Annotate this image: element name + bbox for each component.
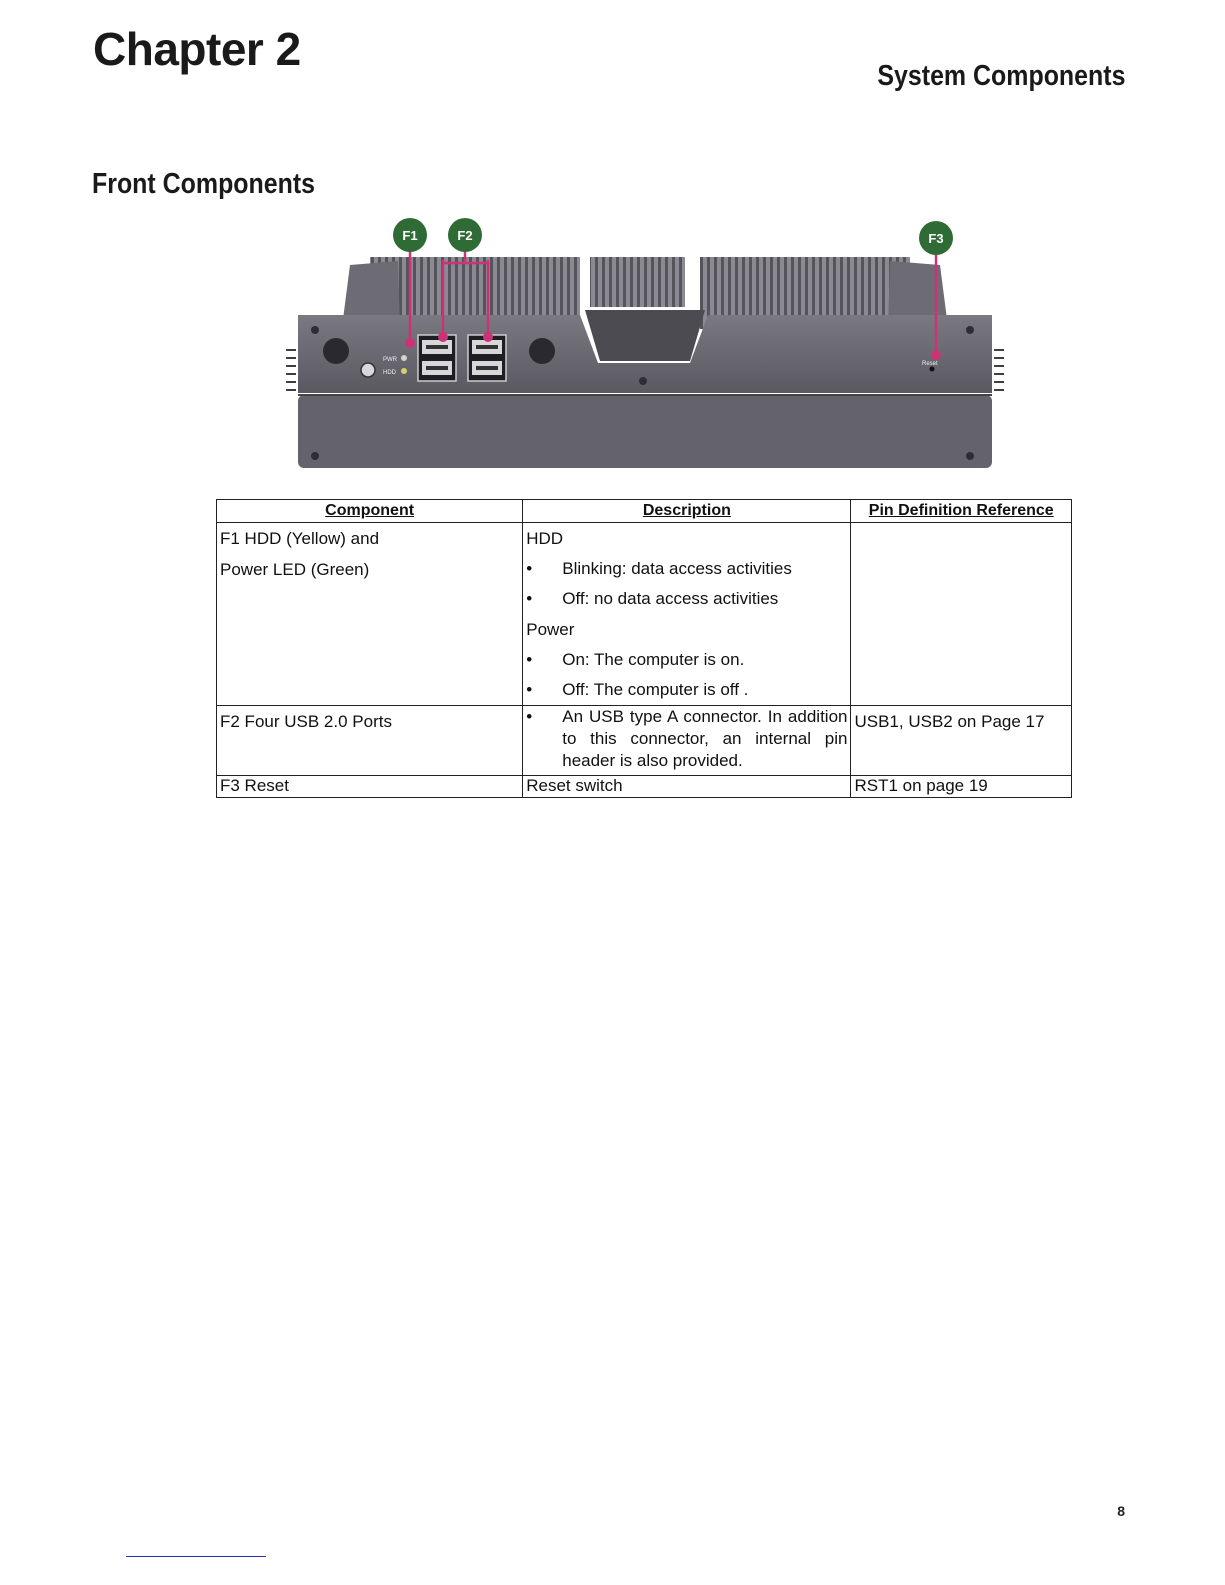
svg-text:F3: F3 — [928, 231, 944, 246]
usb-port-stack-2[interactable] — [468, 335, 506, 381]
chapter-title: Chapter 2 — [93, 23, 301, 75]
component-line: Power LED (Green) — [220, 560, 370, 579]
hdd-led-icon — [401, 368, 407, 374]
chassis-lower-face — [298, 395, 992, 468]
cell-component: F2 Four USB 2.0 Ports — [217, 706, 523, 776]
table-row — [217, 706, 1072, 776]
front-panel-figure — [280, 215, 1010, 480]
desc-bullet: On: The computer is on. — [562, 650, 745, 669]
footnote-rule — [126, 1556, 266, 1557]
pwr-label: PWR — [383, 357, 397, 363]
table-row — [217, 523, 1072, 706]
desc-bullet: Off: The computer is off . — [562, 680, 749, 699]
reset-label: Reset — [922, 361, 938, 367]
cell-reference: RST1 on page 19 — [851, 776, 1072, 798]
cell-component: F3 Reset — [217, 776, 523, 798]
desc-bullet: Blinking: data access activities — [562, 559, 792, 578]
header-pin-reference: Pin Definition Reference — [851, 500, 1072, 523]
table-row — [217, 776, 1072, 798]
cell-reference — [851, 523, 1072, 706]
header-description: Description — [523, 500, 851, 523]
cell-reference: USB1, USB2 on Page 17 — [851, 706, 1072, 776]
page-number: 8 — [1117, 1503, 1125, 1519]
callout-f2 — [448, 218, 482, 252]
component-line: F1 HDD (Yellow) and — [220, 529, 380, 548]
desc-heading: HDD — [526, 529, 564, 548]
center-recess — [585, 310, 705, 361]
desc-bullet: An USB type A connector. In addition to this connector, an internal pin header is also provided. — [562, 707, 848, 770]
svg-text:F1: F1 — [402, 228, 418, 243]
cell-description: Reset switch — [523, 776, 851, 798]
svg-text:F2: F2 — [457, 228, 473, 243]
cell-component — [217, 523, 523, 706]
antenna-hole-left — [323, 338, 349, 364]
desc-bullet: Off: no data access activities — [562, 589, 779, 608]
table-header-row — [217, 500, 1072, 523]
hdd-label: HDD — [383, 370, 396, 376]
cell-description: • An USB type A connector. In addition to this connector, an internal pin header is also provided. — [523, 706, 851, 776]
subsection-title: Front Components — [92, 168, 316, 200]
pwr-led-icon — [401, 355, 407, 361]
components-table — [216, 499, 1072, 798]
callout-f3 — [919, 221, 953, 255]
front-panel-illustration — [280, 215, 1010, 480]
callout-f1 — [393, 218, 427, 252]
header-component: Component — [217, 500, 523, 523]
usb-port-stack-1[interactable] — [418, 335, 456, 381]
power-button-icon[interactable] — [361, 363, 375, 377]
section-title: System Components — [876, 60, 1125, 92]
reset-button-icon[interactable] — [930, 367, 935, 372]
antenna-hole-right — [529, 338, 555, 364]
cell-description: HDD • Blinking: data access activities • Off: no data access activities Power • On: The computer is on. • Off: The computer is off . — [523, 523, 851, 706]
desc-heading: Power — [526, 620, 575, 639]
heatsink-fins-center — [590, 257, 685, 307]
